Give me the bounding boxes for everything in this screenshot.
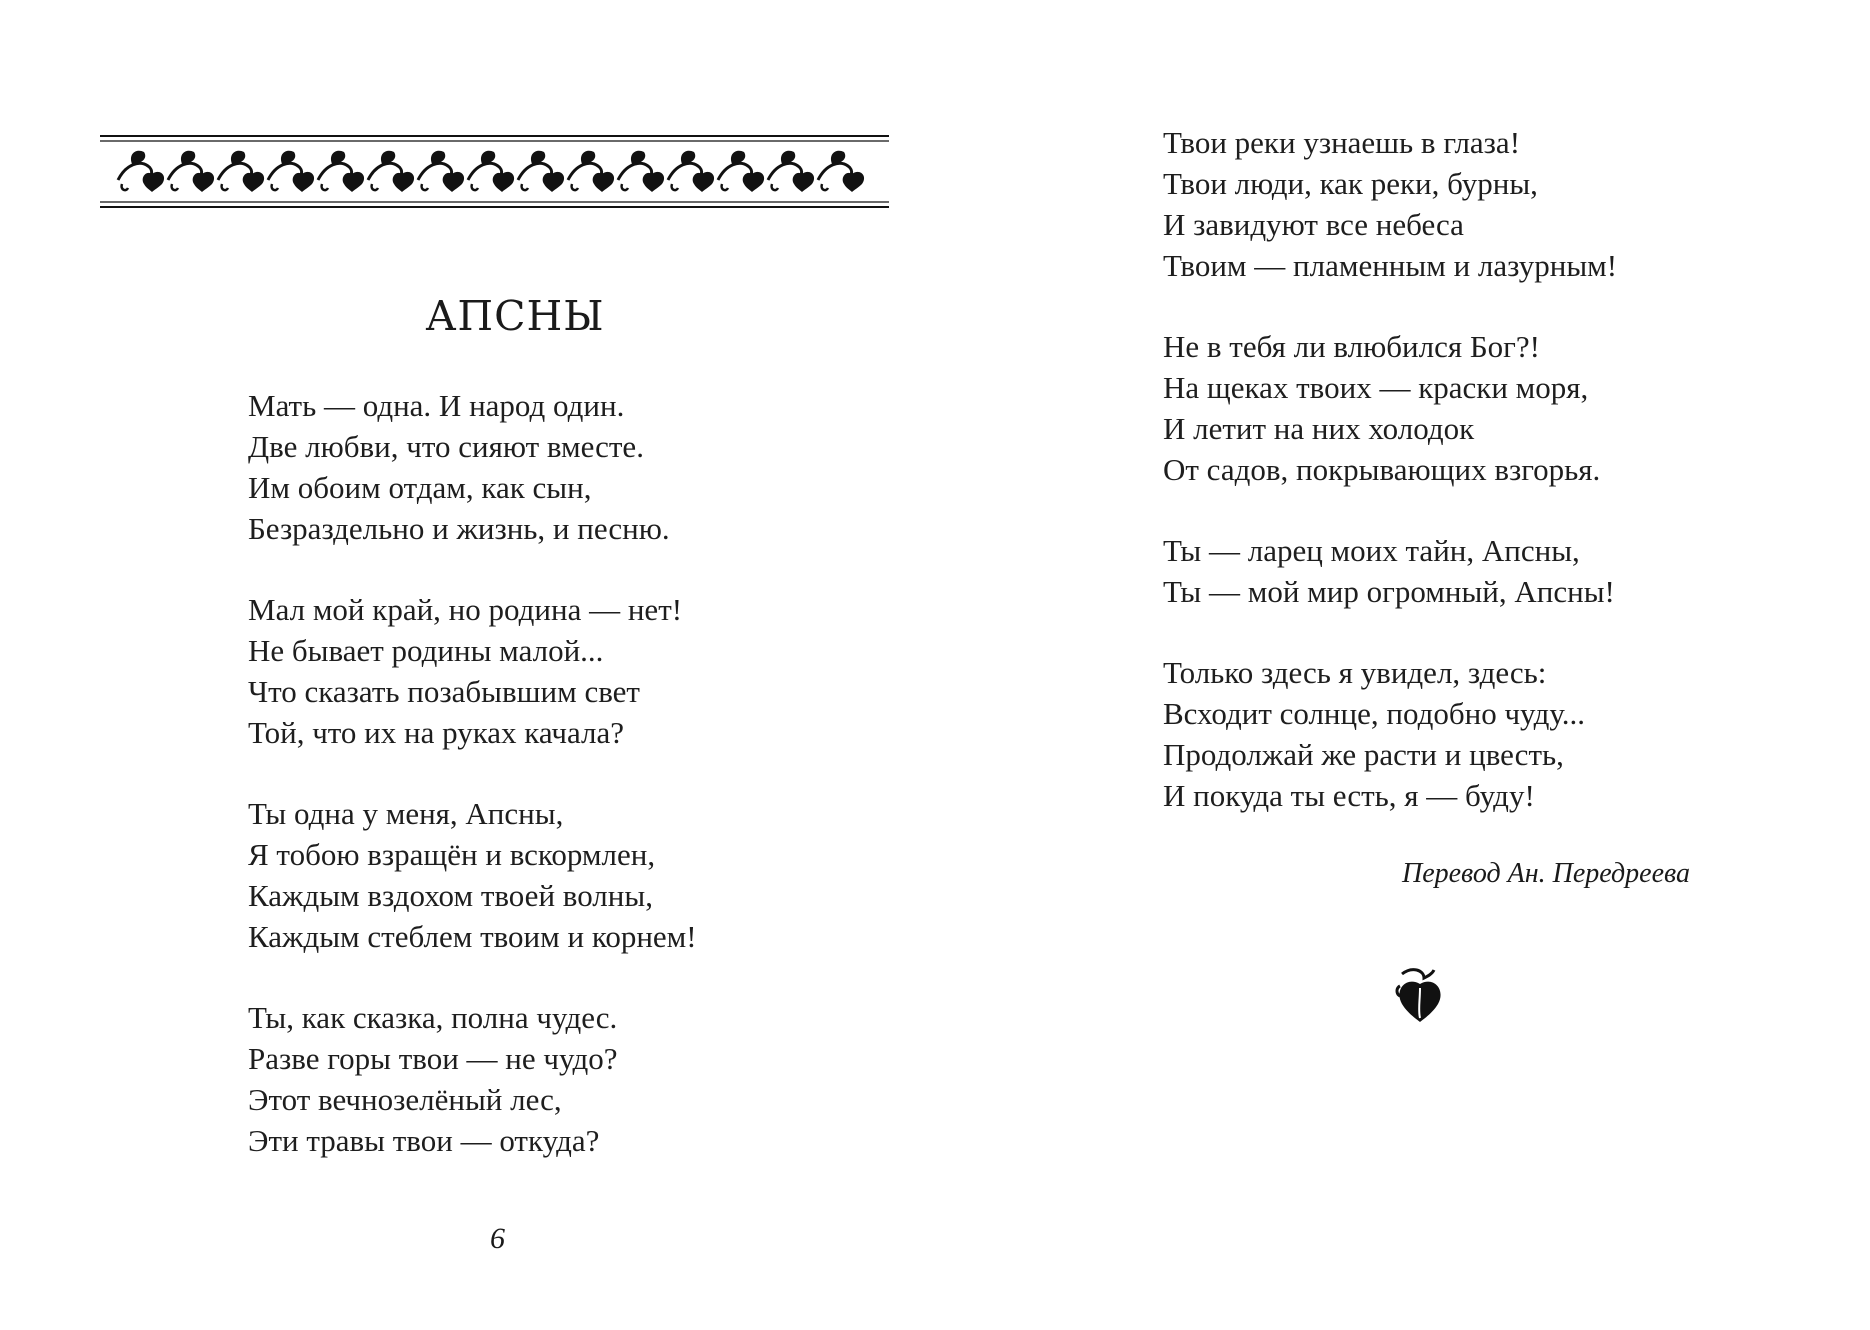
poem-line: Ты — мой мир огромный, Апсны! [1163, 574, 1615, 609]
page-number: 6 [490, 1222, 505, 1255]
vine-leaf-motif [568, 151, 614, 192]
left-stanzas [248, 385, 697, 1201]
stanza [248, 997, 697, 1161]
poem-line: От садов, покрывающих взгорья. [1163, 452, 1601, 487]
stanza [248, 385, 697, 549]
vine-leaf-motif [268, 151, 314, 192]
poem-line: Каждым вздохом твоей волны, [248, 878, 653, 913]
vine-leaf-motif [118, 151, 164, 192]
vine-leaf-motif [418, 151, 464, 192]
poem-line: И летит на них холодок [1163, 411, 1475, 446]
translator-credit: Перевод Ан. Передреева [1401, 858, 1690, 889]
poem-line: Мал мой край, но родина — нет! [248, 592, 683, 627]
poem-line: Я тобою взращён и вскормлен, [248, 837, 656, 872]
poem-line: Не бывает родины малой... [248, 633, 604, 668]
poem-line: Ты — ларец моих тайн, Апсны, [1163, 533, 1580, 568]
vine-leaf-motif [818, 151, 864, 192]
poem-line: Что сказать позабывшим свет [248, 674, 640, 709]
vine-leaf-motif [718, 151, 764, 192]
right-stanzas [1163, 122, 1617, 856]
poem-line: Мать — одна. И народ один. [248, 388, 625, 423]
vine-leaf-motif [518, 151, 564, 192]
poem-line: Этот вечнозелёный лес, [248, 1082, 562, 1117]
poem-line: Эти травы твои — откуда? [248, 1123, 600, 1158]
poem-line: Только здесь я увидел, здесь: [1163, 655, 1547, 690]
poem-line: И завидуют все небеса [1163, 207, 1464, 242]
poem-line: На щеках твоих — краски моря, [1163, 370, 1589, 405]
poem-line: Твои реки узнаешь в глаза! [1163, 125, 1521, 160]
stanza [248, 589, 697, 753]
vine-leaf-motif [168, 151, 214, 192]
poem-line: Твои люди, как реки, бурны, [1163, 166, 1538, 201]
stanza [1163, 122, 1617, 286]
vine-leaf-motif [468, 151, 514, 192]
poem-line: Безраздельно и жизнь, и песню. [248, 511, 670, 546]
poem-line: Той, что их на руках качала? [248, 715, 625, 750]
leaf-fleuron-icon [1394, 966, 1446, 1022]
stanza [248, 793, 697, 957]
poem-line: Ты одна у меня, Апсны, [248, 796, 564, 831]
stanza [1163, 326, 1617, 490]
vine-leaf-motif [618, 151, 664, 192]
vine-leaf-motif [368, 151, 414, 192]
poem-line: Всходит солнце, подобно чуду... [1163, 696, 1586, 731]
vine-leaf-motif [318, 151, 364, 192]
poem-title: АПСНЫ [425, 292, 605, 340]
poem-line: Ты, как сказка, полна чудес. [248, 1000, 618, 1035]
vine-leaf-motif [668, 151, 714, 192]
poem-line: Не в тебя ли влюбился Бог?! [1163, 329, 1540, 364]
vine-leaf-motif [218, 151, 264, 192]
vine-border-ornament [100, 134, 889, 209]
stanza [1163, 652, 1617, 816]
poem-line: Разве горы твои — не чудо? [248, 1041, 618, 1076]
poem-line: Продолжай же расти и цвесть, [1163, 737, 1564, 772]
poem-line: Им обоим отдам, как сын, [248, 470, 592, 505]
poem-line: Каждым стеблем твоим и корнем! [248, 919, 697, 954]
poem-line: И покуда ты есть, я — буду! [1163, 778, 1535, 813]
poem-line: Две любви, что сияют вместе. [248, 429, 644, 464]
vine-leaf-motif [768, 151, 814, 192]
poem-line: Твоим — пламенным и лазурным! [1163, 248, 1618, 283]
stanza [1163, 530, 1617, 612]
